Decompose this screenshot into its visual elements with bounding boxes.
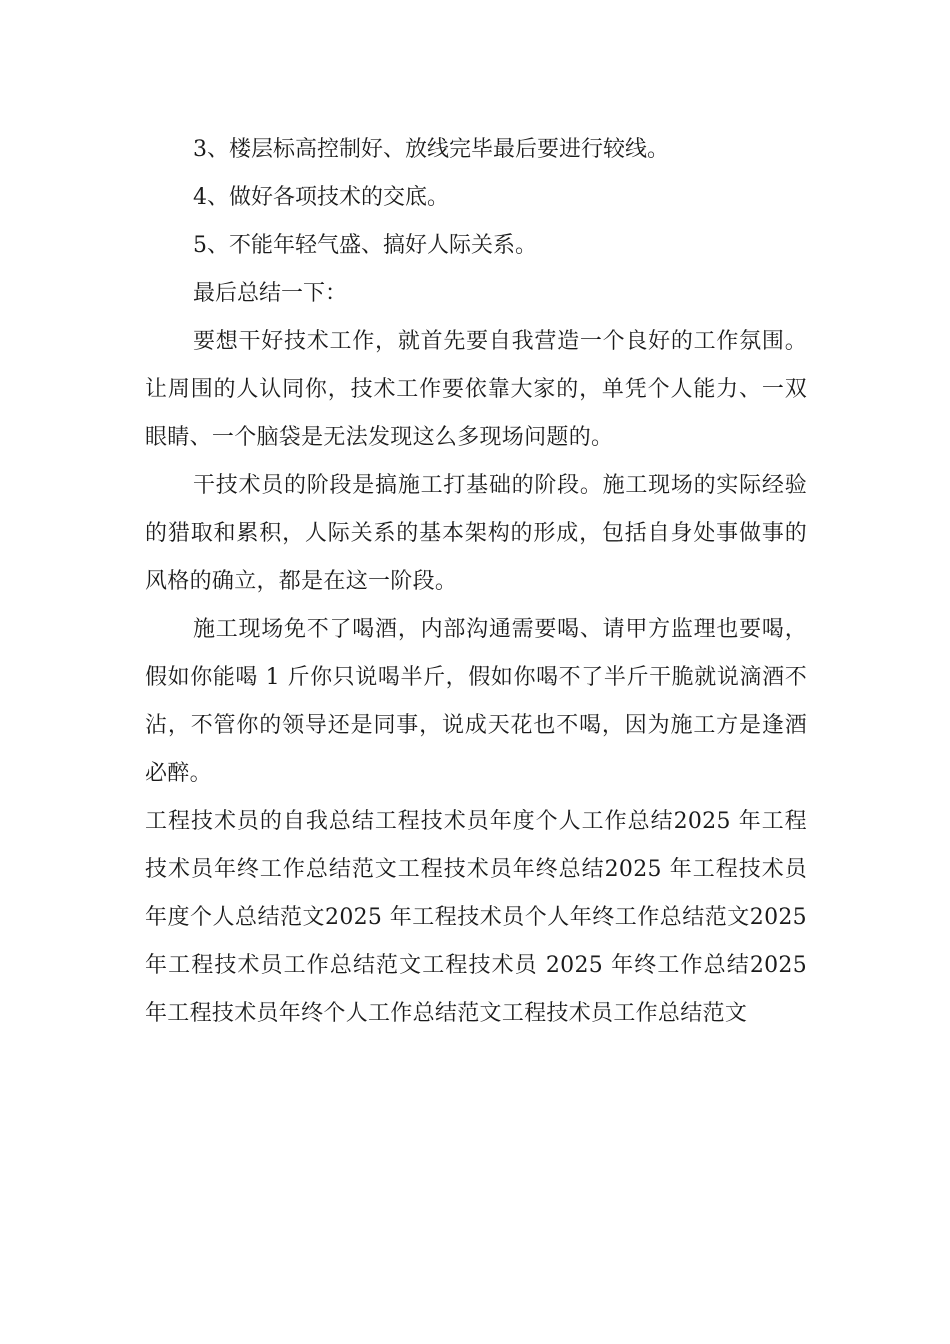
related-title: 2025 年工程技术员工作总结范文 xyxy=(145,905,807,978)
related-title: 工程技术员工作总结范文 xyxy=(501,1001,748,1026)
related-title: 工程技术员年度个人工作总结 xyxy=(374,809,674,834)
list-item: 5、不能年轻气盛、搞好人际关系。 xyxy=(193,233,537,258)
related-title: 2025 年工程技术员个人年终工作总结范文 xyxy=(325,905,750,930)
related-title: 工程技术员 2025 年终工作总结 xyxy=(422,953,750,978)
paragraph: 施工现场免不了喝酒，内部沟通需要喝、请甲方监理也要喝，假如你能喝 1 斤你只说喝半斤，假如你喝不了半斤干脆就说滴酒不沾，不管你的领导还是同事，说成天花也不喝，因为施工方是逢酒必醉。 xyxy=(145,617,807,786)
related-title: 2025 年工程技术员年终个人工作总结范文 xyxy=(145,953,808,1026)
list-item: 3、楼层标高控制好、放线完毕最后要进行较线。 xyxy=(193,137,669,162)
related-titles xyxy=(145,798,807,1038)
related-title: 2025 年工程技术员年度个人总结范文 xyxy=(145,857,807,930)
paragraph: 要想干好技术工作，就首先要自我营造一个良好的工作氛围。让周围的人认同你，技术工作要依靠大家的，单凭个人能力、一双眼睛、一个脑袋是无法发现这么多现场问题的。 xyxy=(145,329,807,450)
related-title: 2025 年工程技术员年终工作总结范文 xyxy=(145,809,807,882)
paragraph: 干技术员的阶段是搞施工打基础的阶段。施工现场的实际经验的猎取和累积，人际关系的基本架构的形成，包括自身处事做事的风格的确立，都是在这一阶段。 xyxy=(145,473,807,594)
related-title: 工程技术员年终总结 xyxy=(397,857,605,882)
document-body xyxy=(145,126,807,1038)
list-item: 4、做好各项技术的交底。 xyxy=(193,185,449,210)
summary-heading: 最后总结一下： xyxy=(193,281,348,306)
related-title: 工程技术员的自我总结 xyxy=(145,809,375,834)
